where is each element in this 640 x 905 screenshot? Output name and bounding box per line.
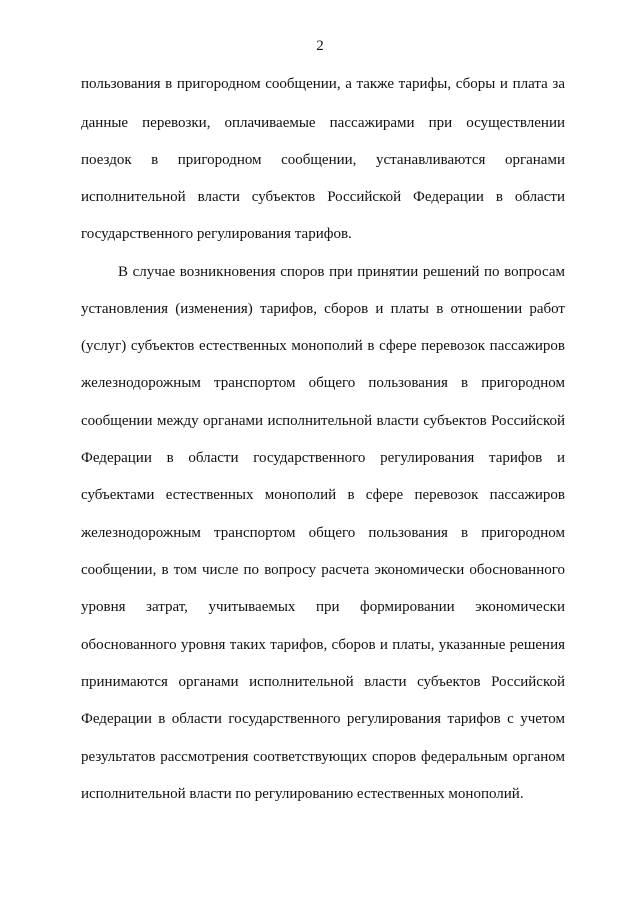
text-line: железнодорожным транспортом общего пользования в пригородном <box>81 525 565 541</box>
text-line: данные перевозки, оплачиваемые пассажирами при осуществлении <box>81 115 565 131</box>
text-line: пользования в пригородном сообщении, а также тарифы, сборы и плата за <box>81 76 565 92</box>
text-line: установления (изменения) тарифов, сборов и платы в отношении работ <box>81 301 565 317</box>
page-number: 2 <box>316 38 324 54</box>
text-line: субъектами естественных монополий в сфере перевозок пассажиров <box>81 487 565 503</box>
text-line: обоснованного уровня таких тарифов, сборов и платы, указанные решения <box>81 637 565 653</box>
text-line: Федерации в области государственного регулирования тарифов с учетом <box>81 711 565 727</box>
text-line: исполнительной власти по регулированию естественных монополий. <box>81 786 524 802</box>
text-line: поездок в пригородном сообщении, устанавливаются органами <box>81 152 565 168</box>
text-line: железнодорожным транспортом общего пользования в пригородном <box>81 375 565 391</box>
text-line: принимаются органами исполнительной власти субъектов Российской <box>81 674 565 690</box>
text-line: сообщении, в том числе по вопросу расчета экономически обоснованного <box>81 562 565 578</box>
text-line: (услуг) субъектов естественных монополий в сфере перевозок пассажиров <box>81 338 565 354</box>
text-line: результатов рассмотрения соответствующих споров федеральным органом <box>81 749 565 765</box>
text-line: исполнительной власти субъектов Российской Федерации в области <box>81 189 565 205</box>
text-line: уровня затрат, учитываемых при формировании экономически <box>81 599 565 615</box>
text-line: сообщении между органами исполнительной власти субъектов Российской <box>81 413 565 429</box>
text-line: В случае возникновения споров при принятии решений по вопросам <box>118 264 565 280</box>
text-line: государственного регулирования тарифов. <box>81 226 352 242</box>
text-line: Федерации в области государственного регулирования тарифов и <box>81 450 565 466</box>
